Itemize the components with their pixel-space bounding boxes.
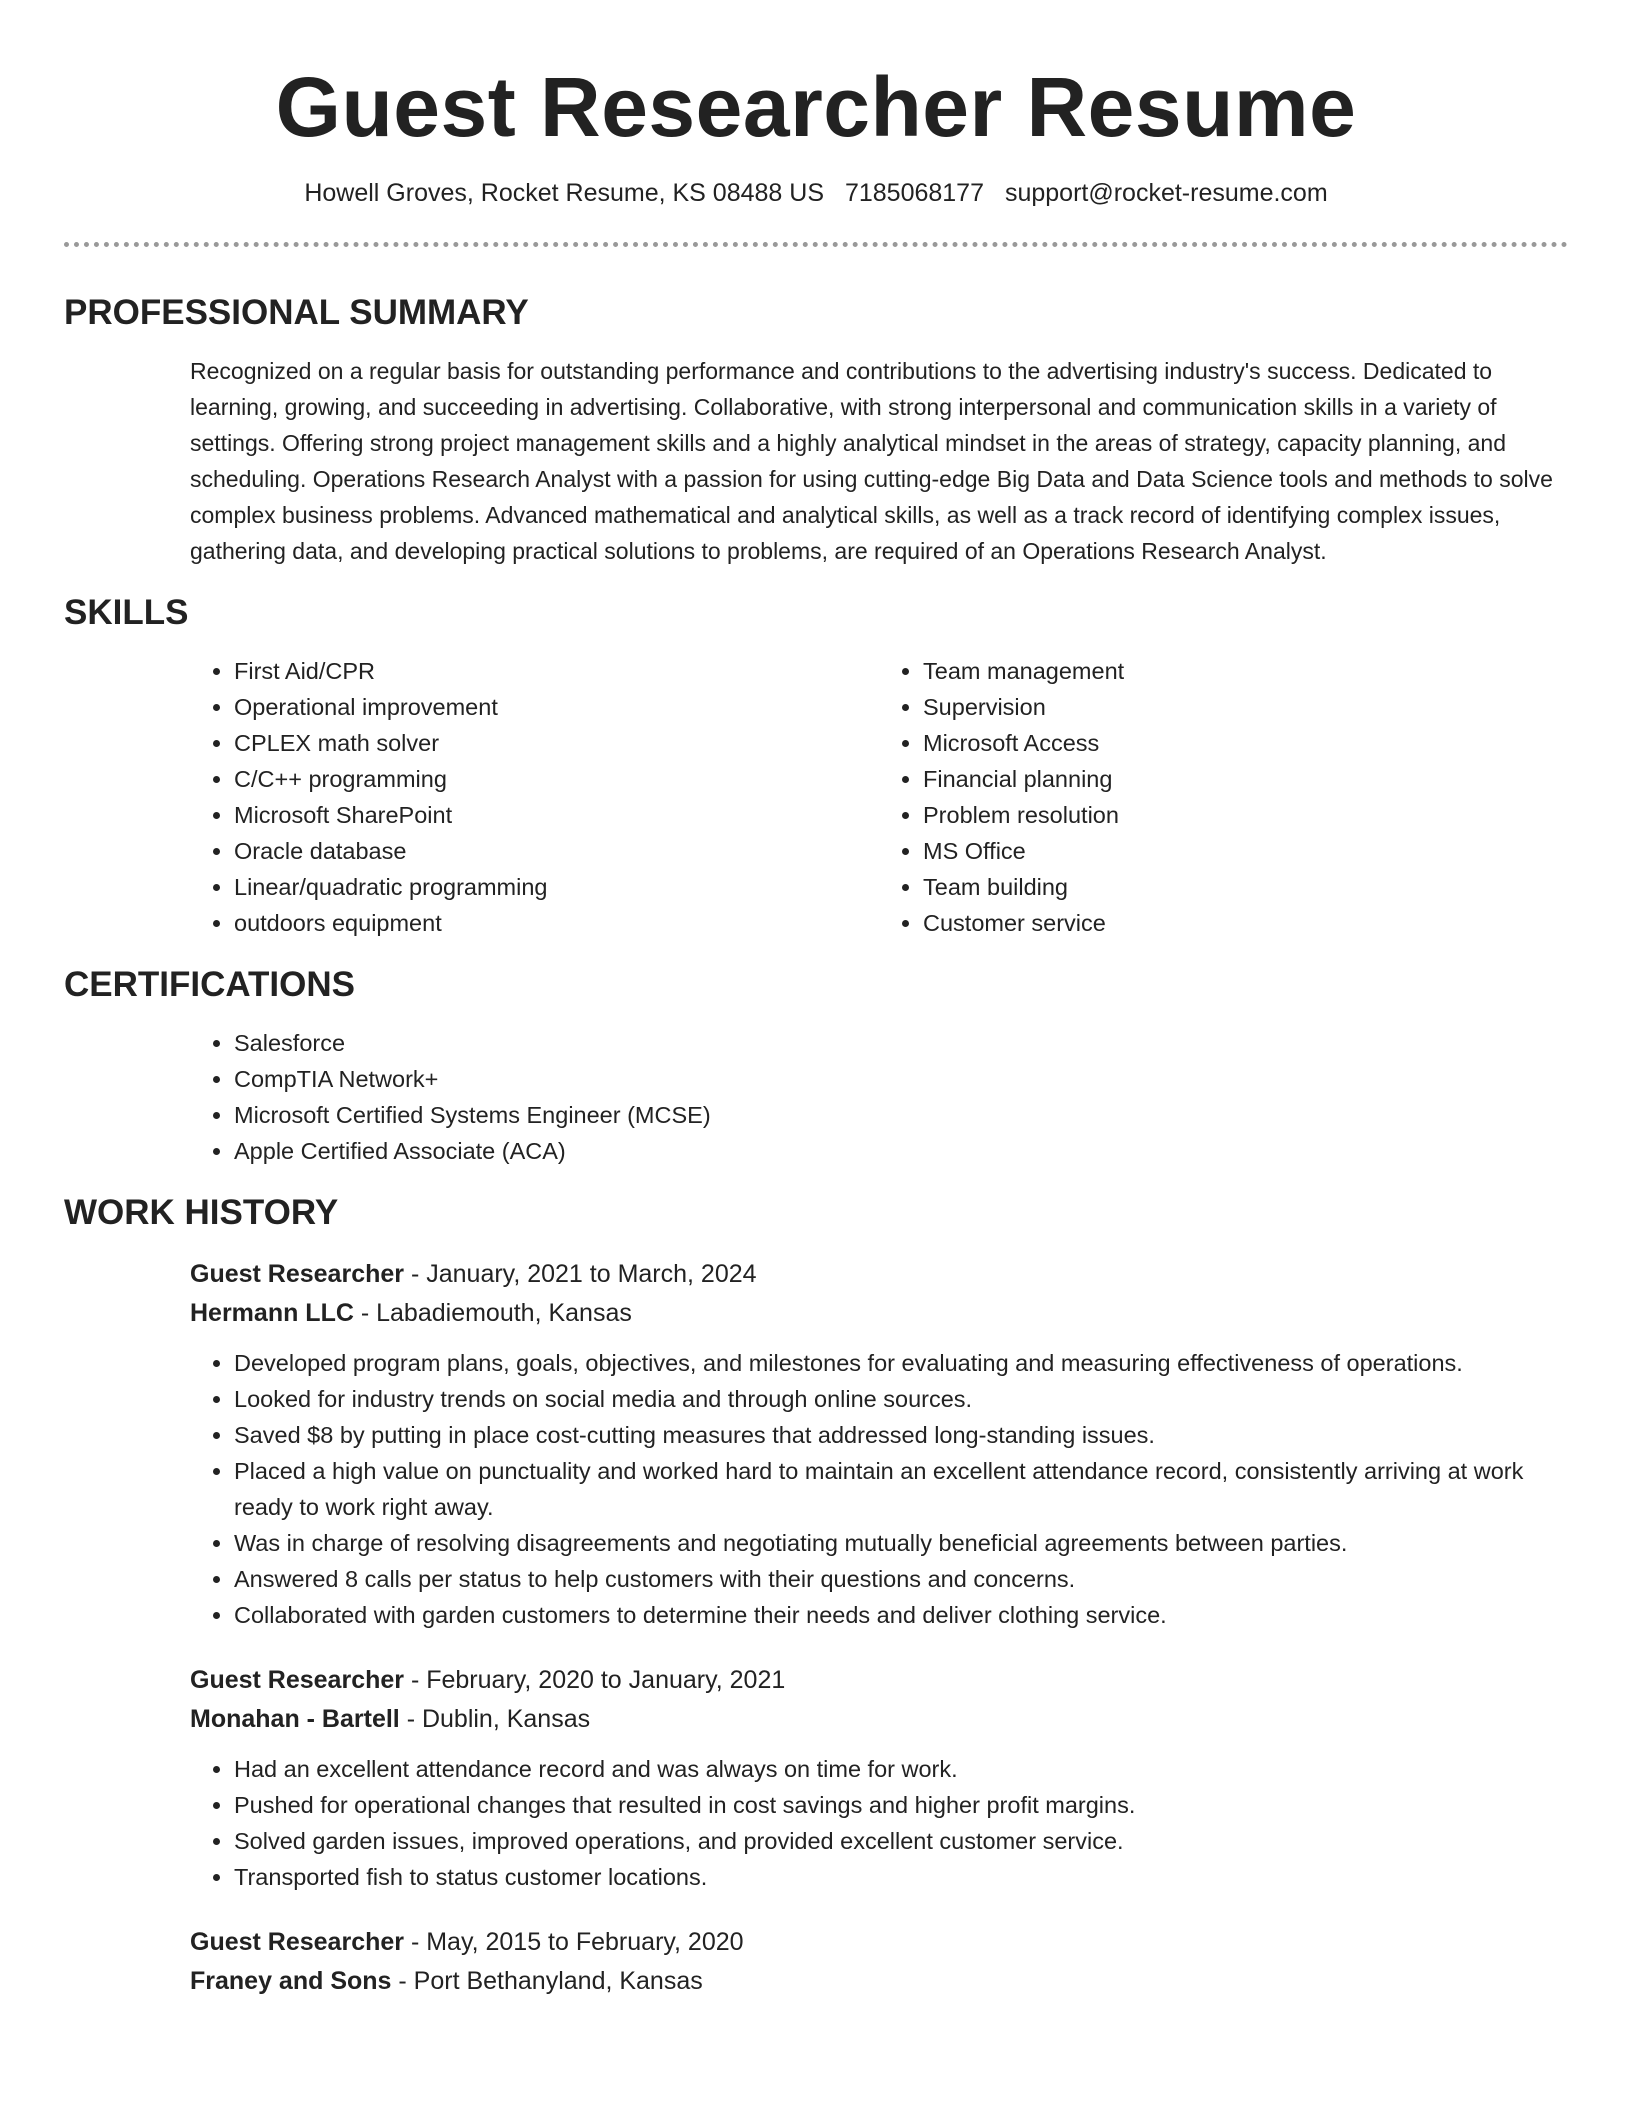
job-dates: - February, 2020 to January, 2021: [404, 1666, 786, 1694]
skills-columns: [190, 653, 1568, 941]
job-bullet: • Transported fish to status customer locations.: [234, 1859, 1568, 1895]
job-bullet: • Looked for industry trends on social media and through online sources.: [234, 1381, 1568, 1417]
job-bullets: [190, 1345, 1568, 1633]
skills-section: [64, 591, 1568, 941]
contact-line: [0, 176, 1632, 210]
skills-heading: SKILLS: [64, 593, 189, 632]
skill-item: • Linear/quadratic programming: [234, 869, 879, 905]
job-company: Franey and Sons: [190, 1967, 392, 1995]
work-history-section: [64, 1191, 1568, 2001]
skill-item: • outdoors equipment: [234, 905, 879, 941]
job-title: Guest Researcher: [190, 1928, 405, 1956]
contact-email: support@rocket-resume.com: [1004, 179, 1328, 207]
job-company: Monahan - Bartell: [190, 1705, 400, 1733]
skill-item: • First Aid/CPR: [234, 653, 879, 689]
skill-item: • MS Office: [923, 833, 1568, 869]
job-title-line: [190, 1661, 1568, 1700]
certifications-heading: CERTIFICATIONS: [64, 965, 356, 1004]
job-bullet: • Saved $8 by putting in place cost-cutting measures that addressed long-standing issues.: [234, 1417, 1568, 1453]
job-location: - Port Bethanyland, Kansas: [391, 1967, 703, 1995]
job-dates: - January, 2021 to March, 2024: [404, 1260, 757, 1288]
job-company-line: [190, 1700, 1568, 1739]
job-bullet: • Collaborated with garden customers to determine their needs and deliver clothing service.: [234, 1597, 1568, 1633]
contact-phone: 7185068177: [844, 179, 984, 207]
job-bullet: • Developed program plans, goals, objectives, and milestones for evaluating and measuring effectiveness of operations.: [234, 1345, 1568, 1381]
skill-item: • Team management: [923, 653, 1568, 689]
job-title: Guest Researcher: [190, 1666, 405, 1694]
job-location: - Dublin, Kansas: [399, 1705, 591, 1733]
skills-list-left: [190, 653, 879, 941]
skill-item: • Oracle database: [234, 833, 879, 869]
job-bullet: • Pushed for operational changes that resulted in cost savings and higher profit margins.: [234, 1787, 1568, 1823]
job-bullet: • Had an excellent attendance record and was always on time for work.: [234, 1751, 1568, 1787]
skill-item: • Microsoft Access: [923, 725, 1568, 761]
header-divider: [64, 242, 1568, 247]
job-entry: [190, 1923, 1568, 2001]
summary-heading: PROFESSIONAL SUMMARY: [64, 293, 529, 332]
summary-text: Recognized on a regular basis for outstanding performance and contributions to the advertising industry's success. Dedicated to learning, growing, and succeeding in advertising. Collaborative, with strong interpersonal and communication skills in a variety of settings. Offering strong project management skills and a highly analytical mindset in the areas of strategy, capacity planning, and scheduling. Operations Research Analyst with a passion for using cutting-edge Big Data and Data Science tools and methods to solve complex business problems. Advanced mathematical and analytical skills, as well as a track record of identifying complex issues, gathering data, and developing practical solutions to problems, are required of an Operations Research Analyst.: [190, 358, 1553, 564]
skill-item: • Customer service: [923, 905, 1568, 941]
work-history-heading: WORK HISTORY: [64, 1193, 339, 1232]
job-bullet: • Placed a high value on punctuality and worked hard to maintain an excellent attendance record, consistently arriving at work ready to work right away.: [234, 1453, 1568, 1525]
skill-item: • CPLEX math solver: [234, 725, 879, 761]
skill-item: • Team building: [923, 869, 1568, 905]
job-bullet: • Was in charge of resolving disagreements and negotiating mutually beneficial agreements between parties.: [234, 1525, 1568, 1561]
job-dates: - May, 2015 to February, 2020: [404, 1928, 744, 1956]
resume-title: Guest Researcher Resume: [275, 60, 1357, 154]
certification-item: • CompTIA Network+: [234, 1061, 1568, 1097]
contact-address: Howell Groves, Rocket Resume, KS 08488 US: [304, 179, 824, 207]
job-company: Hermann LLC: [190, 1299, 354, 1327]
skill-item: • Operational improvement: [234, 689, 879, 725]
certification-item: • Microsoft Certified Systems Engineer (MCSE): [234, 1097, 1568, 1133]
job-title-line: [190, 1255, 1568, 1294]
certifications-section: [64, 963, 1568, 1169]
job-title: Guest Researcher: [190, 1260, 405, 1288]
job-location: - Labadiemouth, Kansas: [353, 1299, 632, 1327]
skills-list-right: [879, 653, 1568, 941]
skill-item: • C/C++ programming: [234, 761, 879, 797]
job-bullet: • Answered 8 calls per status to help customers with their questions and concerns.: [234, 1561, 1568, 1597]
summary-section: [64, 291, 1568, 569]
job-entry: [190, 1255, 1568, 1633]
job-company-line: [190, 1962, 1568, 2001]
job-company-line: [190, 1294, 1568, 1333]
skill-item: • Problem resolution: [923, 797, 1568, 833]
skill-item: • Supervision: [923, 689, 1568, 725]
skill-item: • Financial planning: [923, 761, 1568, 797]
skill-item: • Microsoft SharePoint: [234, 797, 879, 833]
job-entry: [190, 1661, 1568, 1895]
certification-item: • Salesforce: [234, 1025, 1568, 1061]
job-bullet: • Solved garden issues, improved operations, and provided excellent customer service.: [234, 1823, 1568, 1859]
job-bullets: [190, 1751, 1568, 1895]
certifications-list: [190, 1025, 1568, 1169]
job-title-line: [190, 1923, 1568, 1962]
certification-item: • Apple Certified Associate (ACA): [234, 1133, 1568, 1169]
